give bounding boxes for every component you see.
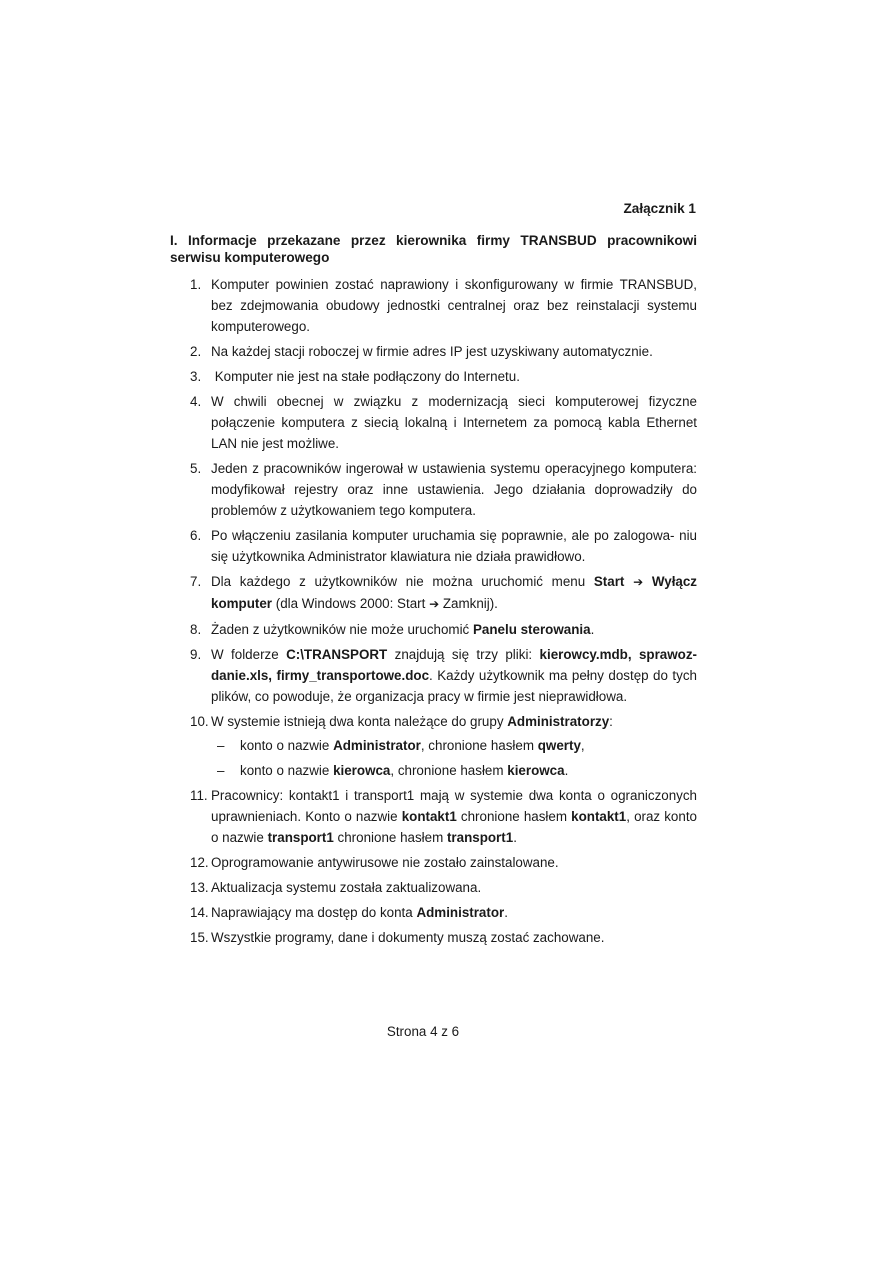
list-item-7 (190, 571, 697, 615)
account-name: Administrator (333, 738, 421, 753)
list-item-5 (190, 458, 697, 521)
item-text-part: . (564, 763, 569, 778)
item-text: Aktualizacja systemu została zaktualizowana. (211, 880, 482, 895)
requirements-list (190, 274, 697, 952)
item-text-part: Zamknij). (439, 596, 498, 611)
item-text: Na każdej stacji roboczej w firmie adres IP jest uzyskiwany automatycznie. (211, 344, 653, 359)
list-item-3 (190, 366, 697, 387)
item-text-part: . (513, 830, 517, 845)
account-name: Administrator (416, 905, 505, 920)
item-number: 10. (190, 714, 209, 729)
accounts-sublist (211, 735, 697, 781)
list-item-6 (190, 525, 697, 567)
list-item-1 (190, 274, 697, 337)
list-item-10 (190, 711, 697, 781)
dash-bullet: – (217, 738, 225, 753)
item-text-part: chronione hasłem (333, 830, 447, 845)
item-text-part: Dla każdego z użytkowników nie można uruchomić menu (211, 574, 594, 589)
arrow-right-icon: ➔ (633, 575, 644, 589)
sub-item-kierowca (217, 760, 697, 781)
item-text-part: W folderze (211, 647, 287, 662)
control-panel-term: Panelu sterowania (472, 622, 591, 637)
list-item-9 (190, 644, 697, 707)
group-name: Administratorzy (507, 714, 610, 729)
arrow-right-icon: ➔ (429, 597, 440, 611)
account-name: kierowca (333, 763, 391, 778)
item-text-part: Naprawiający ma dostęp do konta (211, 905, 417, 920)
menu-shutdown: Wyłącz komputer (211, 574, 697, 611)
item-text-part: , chronione hasłem (420, 738, 538, 753)
item-text-part: Żaden z użytkowników nie może uruchomić (211, 622, 473, 637)
list-item-11 (190, 785, 697, 848)
item-text-part: konto o nazwie (240, 738, 334, 753)
item-text-part: , (580, 738, 585, 753)
account-password: transport1 (446, 830, 514, 845)
dash-bullet: – (217, 763, 225, 778)
list-item-14 (190, 902, 697, 923)
sub-item-administrator (217, 735, 697, 756)
list-item-12 (190, 852, 697, 873)
account-password: kierowca (507, 763, 565, 778)
item-text: Komputer nie jest na stałe podłączony do Internetu. (211, 369, 520, 384)
list-item-13 (190, 877, 697, 898)
item-number: 12. (190, 855, 209, 870)
item-number: 3. (190, 369, 202, 384)
item-number: 14. (190, 905, 209, 920)
item-text-part: , chronione hasłem (390, 763, 508, 778)
list-item-8 (190, 619, 697, 640)
item-number: 2. (190, 344, 202, 359)
list-item-2 (190, 341, 697, 362)
item-text-part: chronione hasłem (456, 809, 572, 824)
item-number: 4. (190, 394, 202, 409)
item-number: 1. (190, 277, 202, 292)
item-text-part: W systemie istnieją dwa konta należące do grupy (211, 714, 508, 729)
item-number: 6. (190, 528, 202, 543)
item-number: 15. (190, 930, 209, 945)
list-item-4 (190, 391, 697, 454)
item-text: Komputer powinien zostać naprawiony i skonfigurowany w firmie TRANSBUD, bez zdejmowania obudowy jednostki centralnej oraz bez reinstalacji systemu komputerowego. (211, 277, 697, 334)
item-number: 11. (190, 788, 208, 803)
item-number: 9. (190, 647, 202, 662)
item-number: 5. (190, 461, 202, 476)
item-text-part: . (504, 905, 508, 920)
item-text-part: . (590, 622, 595, 637)
item-text-part: . Każdy użytkownik ma pełny dostęp do tych plików, co powoduje, że organizacja pracy w firmie jest nieprawidłowa. (211, 668, 697, 704)
item-text-part: , oraz konto o nazwie (211, 809, 697, 845)
folder-path: C:\TRANSPORT (286, 647, 388, 662)
item-text-part: konto o nazwie (240, 763, 334, 778)
file-names: kierowcy.mdb, sprawoz- danie.xls, firmy_transportowe.doc (211, 647, 697, 683)
item-text: Po włączeniu zasilania komputer uruchamia się poprawnie, ale po zalogowa- niu się użytkownika Administrator klawiatura nie działa prawidłowo. (211, 528, 697, 564)
list-item-15 (190, 927, 697, 948)
item-text-part: Pracownicy: kontakt1 i transport1 mają w systemie dwa konta o ograniczonych uprawnieniach. Konto o nazwie (211, 788, 697, 824)
item-number: 13. (190, 880, 209, 895)
item-number: 8. (190, 622, 202, 637)
item-text: W chwili obecnej w związku z modernizacją sieci komputerowej fizyczne połączenie komputera z siecią lokalną i Internetem za pomocą kabla Ethernet LAN nie jest możliwe. (211, 394, 697, 451)
item-text: Wszystkie programy, dane i dokumenty muszą zostać zachowane. (211, 930, 605, 945)
section-title: I. Informacje przekazane przez kierownika firmy TRANSBUD pracownikowi serwisu komputerowego (170, 233, 697, 265)
item-number: 7. (190, 574, 202, 589)
attachment-label: Załącznik 1 (623, 201, 696, 216)
account-name: kontakt1 (401, 809, 457, 824)
account-name: transport1 (267, 830, 334, 845)
item-text-part: (dla Windows 2000: Start (272, 596, 430, 611)
item-text-part: znajdują się trzy pliki: (387, 647, 540, 662)
menu-start: Start (593, 574, 625, 589)
item-text-part: : (609, 714, 613, 729)
item-text: Oprogramowanie antywirusowe nie zostało zainstalowane. (211, 855, 559, 870)
item-text: Jeden z pracowników ingerował w ustawienia systemu operacyjnego komputera: modyfikował rejestry oraz inne ustawienia. Jego działania doprowadziły do problemów z użytkowaniem tego komputera. (211, 461, 697, 518)
page-number: Strona 4 z 6 (386, 1024, 460, 1039)
account-password: kontakt1 (571, 809, 627, 824)
account-password: qwerty (537, 738, 581, 753)
